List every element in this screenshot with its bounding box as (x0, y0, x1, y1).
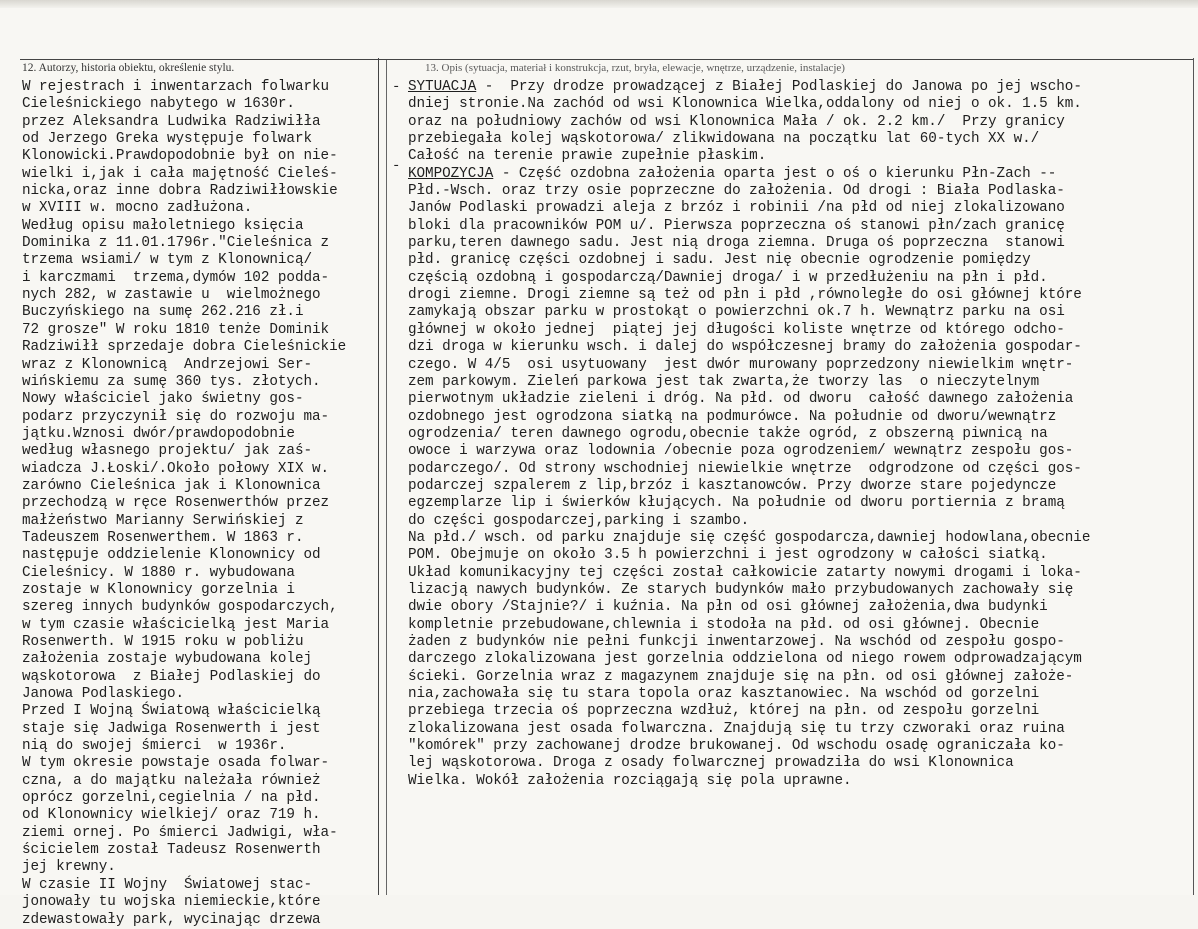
text-line: wielki i,jak i cała majętność Cieleś- (22, 165, 338, 182)
text-line: Płd.-Wsch. oraz trzy osie poprzeczne do założenia. Od drogi : Biała Podlaska- (408, 183, 1065, 200)
text-line: dniej stronie.Na zachód od wsi Klonownica Wielka,oddalony od niej o ok. 1.5 km. (408, 96, 1082, 113)
text-line: żaden z budynków nie pełni funkcji inwentarzowej. Na wschód od zespołu gospo- (408, 634, 1065, 650)
text-line: Dominika z 11.01.1796r."Cieleśnica z (22, 235, 330, 252)
text-line: Janów Podlaski prowadzi aleja z brzóz i robinii /na płd od niej zlokalizowano (408, 200, 1065, 217)
sytuacja-heading: SYTUACJA (408, 79, 477, 95)
text-line: oprócz gorzelni,cegielnia / na płd. (22, 790, 321, 807)
text-line: przebiegała kolej wąskotorowa/ zlikwidowana na początku lat 60-tych XX w./ (408, 131, 1040, 148)
text-line: Radziwiłł sprzedaje dobra Cieleśnickie (22, 339, 347, 356)
text-line: ozdobnego jest ogrodzona siatką na podmurówce. Na południe od dworu/wewnątrz (408, 408, 1057, 425)
section-12-header: 12. Autorzy, historia obiektu, określenie stylu. (22, 62, 235, 74)
text-line: czna, a do majątku należała również (22, 772, 321, 789)
text-line: od Klonownicy wielkiej/ oraz 719 h. (22, 807, 321, 824)
text-line: ścicielem został Tadeusz Rosenwerth (22, 842, 321, 859)
text-line: jątku.Wznosi dwór/prawdopodobnie (22, 425, 295, 442)
text-line: KOMPOZYCJA - Część ozdobna założenia oparta jest o oś o kierunku Płn-Zach -- (408, 165, 1057, 182)
text-line: Cieleśnicy. W 1880 r. wybudowana (22, 564, 295, 581)
text-line: nia,zachowała się tu stara topola oraz kasztanowiec. Na wschód od gorzelni (408, 686, 1040, 703)
text-line: wiadcza J.Łoski/.Około połowy XIX w. (22, 460, 330, 477)
text-line: Układ komunikacyjny tej części został całkowicie zatarty nowymi drogami i loka- (408, 564, 1082, 581)
text-line: Janowa Podlaskiego. (22, 686, 185, 703)
text-line: W czasie II Wojny Światowej stac- (22, 876, 313, 893)
text-line: W rejestrach i inwentarzach folwarku (22, 79, 330, 95)
text-line: Według opisu małoletniego księcia (22, 217, 304, 234)
text-line: Buczyńskiego na sumę 262.216 zł.i (22, 304, 304, 321)
text-line: wińskiemu za sumę 360 tys. złotych. (22, 373, 321, 390)
text-line: Na płd./ wsch. od parku znajduje się część gospodarcza,dawniej hodowlana,obecnie (408, 529, 1091, 546)
text-line: Całość na terenie prawie zupełnie płaskim. (408, 148, 767, 165)
margin-dash-kompozycja: - (392, 158, 401, 174)
text-line: staje się Jadwiga Rosenwerth i jest (22, 720, 321, 737)
text-line: wąskotorowa z Białej Podlaskiej do (22, 668, 321, 685)
text-line: Cieleśnickiego nabytego w 1630r. (22, 96, 295, 113)
text-line: oraz na południowy zachów od wsi Klonownica Mała / ok. 2.2 km./ Przy granicy (408, 113, 1065, 130)
text-line: podarz przyczynił się do rozwoju ma- (22, 408, 330, 425)
text-line: Wielka. Wokół założenia rozciągają się pola uprawne. (408, 772, 852, 789)
text-line: kompletnie przebudowane,chlewnia i stodoła na płd. od osi głównej. Obecnie (408, 616, 1040, 633)
text-line: ścieki. Gorzelnia wraz z magazynem znajduje się na płn. od osi głównej założe- (408, 668, 1074, 685)
text-line: głównej w około jednej piątej jej długości koliste wnętrze od którego odcho- (408, 321, 1065, 338)
text-line: podarczej szpalerem z lip,brzóz i kasztanowców. Przy dworze stare pojedyncze (408, 477, 1057, 494)
text-line: egzemplarze lip i świerków kłujących. Na południe od dworu portiernia z bramą (408, 495, 1065, 512)
text-line: parku,teren dawnego sadu. Jest nią droga ziemna. Druga oś poprzeczna stanowi (408, 235, 1065, 252)
header-rule (20, 59, 1194, 60)
text-line: małżeństwo Marianny Serwińskiej z (22, 512, 304, 529)
text-line: Klonowicki.Prawdopodobnie był on nie- (22, 148, 338, 165)
text-line: płd. granicę części ozdobnej i sadu. Jest nię obecnie ogrodzenie pomiędzy (408, 252, 1031, 269)
text-line: podarczego/. Od strony wschodniej niewielkie wnętrze odgrodzone od części gos- (408, 460, 1082, 477)
text-line: pierwotnym układzie zieleni i dróg. Na płd. od dworu całość dawnego założenia (408, 391, 1074, 408)
text-line: dwie obory /Stajnie?/ i kuźnia. Na płn od osi głównej założenia,dwa budynki (408, 599, 1048, 616)
text-line: według własnego projektu/ jak zaś- (22, 443, 313, 460)
text-line: ziemi ornej. Po śmierci Jadwigi, wła- (22, 824, 338, 841)
text-line: zamykają obszar parku w prostokąt o powierzchni ok.7 h. Wewnątrz parku na osi (408, 304, 1065, 321)
scan-top-edge (0, 0, 1198, 8)
text-line: W tym okresie powstaje osada folwar- (22, 755, 330, 772)
section-13-header: 13. Opis (sytuacja, materiał i konstrukcja, rzut, bryła, elewacje, wnętrze, urządzenie, instalacje) (425, 62, 845, 74)
text-line: POM. Obejmuje on około 3.5 h powierzchni i jest ogrodzony w całości siatką. (408, 547, 1048, 564)
text-line: dzi droga w kierunku wsch. i dalej do współczesnej bramy do założenia gospodar- (408, 339, 1082, 356)
text-line: Rosenwerth. W 1915 roku w pobliżu (22, 634, 304, 650)
text-line: lej wąskotorowa. Droga z osady folwarcznej prowadziła do wsi Klonownica (408, 755, 1014, 772)
text-line: zlokalizowana jest osada folwarczna. Znajdują się tu trzy czworaki oraz ruina (408, 720, 1065, 737)
text-line: darczego zlokalizowana jest gorzelnia oddzielona od niego rowem odprowadzającym (408, 651, 1082, 668)
text-line: jej krewny. (22, 859, 116, 876)
text-line: Przed I Wojną Światową właścicielką (22, 703, 321, 720)
text-line: szereg innych budynków gospodarczych, (22, 599, 338, 616)
text-line: ogrodzenia/ teren dawnego ogrodu,obecnie także ogród, z obszerną piwnicą na (408, 425, 1048, 442)
text-line: nicka,oraz inne dobra Radziwiłłowskie (22, 183, 338, 200)
text-line: jonowały tu wojska niemieckie,które (22, 894, 321, 911)
text-line: czego. W 4/5 osi usytuowany jest dwór murowany poprzedzony niewielkim wnętr- (408, 356, 1074, 373)
text-line: "komórek" przy zachowanej drodze brukowanej. Od wschodu osadę ograniczała ko- (408, 738, 1065, 755)
text-line: zdewastowały park, wycinając drzewa (22, 911, 321, 928)
column-divider-inner (386, 60, 387, 895)
description-text-column (408, 79, 1190, 790)
text-line: zem parkowym. Zieleń parkowa jest tak zwarta,że tworzy las o nieczytelnym (408, 373, 1040, 390)
text-line: nych 282, w zastawie u wielmożnego (22, 287, 321, 304)
text-line: zostaje w Klonownicy gorzelnia i (22, 581, 295, 598)
text-line: następuje oddzielenie Klonownicy od (22, 547, 321, 564)
text-line: Nowy właściciel jako świetny gos- (22, 391, 304, 408)
right-border-rule (1193, 58, 1194, 895)
history-text-column (22, 79, 378, 929)
margin-dash-sytuacja: - (392, 79, 401, 95)
text-line: nią do swojej śmierci w 1936r. (22, 738, 287, 755)
text-line: Tadeuszem Rosenwerthem. W 1863 r. (22, 529, 304, 546)
kompozycja-heading: KOMPOZYCJA (408, 165, 494, 182)
text-line: trzema wsiami/ w tym z Klonownicą/ (22, 252, 313, 269)
text-line: do części gospodarczej,parking i szambo. (408, 512, 750, 529)
text-line: przez Aleksandra Ludwika Radziwiłła (22, 113, 321, 130)
text-line: przebiega trzecia oś poprzeczna wzdłuż, której na płn. od zespołu gorzelni (408, 703, 1040, 720)
text-line: lizacją nawych budynków. Ze starych budynków mało przybudowanych zachowały się (408, 581, 1074, 598)
text-line: częścią ozdobną i gospodarczą/Dawniej droga/ i w przedłużeniu na płn i płd. (408, 269, 1048, 286)
text-line: SYTUACJA - Przy drodze prowadzącej z Białej Podlaskiej do Janowa po jej wscho- (408, 79, 1082, 95)
text-line: i karczmami trzema,dymów 102 podda- (22, 269, 330, 286)
text-line: wraz z Klonownicą Andrzejowi Ser- (22, 356, 313, 373)
text-line: od Jerzego Greka występuje folwark (22, 131, 313, 148)
text-line: drogi ziemne. Drogi ziemne są też od płn i płd ,równoległe do osi głównej które (408, 287, 1082, 304)
text-line: zarówno Cieleśnica jak i Klonownica (22, 477, 321, 494)
text-line: w tym czasie właścicielką jest Maria (22, 616, 330, 633)
text-line: 72 grosze" W roku 1810 tenże Dominik (22, 321, 330, 338)
text-line: bloki dla pracowników POM u/. Pierwsza poprzeczna oś stanowi płn/zach granicę (408, 217, 1065, 234)
text-line: przechodzą w ręce Rosenwerthów przez (22, 495, 330, 512)
text-line: owoce i warzywa oraz lodownia /obecnie poza ogrodzeniem/ wewnątrz zespołu gos- (408, 443, 1074, 460)
text-line: w XVIII w. mocno zadłużona. (22, 200, 253, 217)
column-divider (378, 58, 379, 895)
text-line: założenia zostaje wybudowana kolej (22, 651, 313, 668)
